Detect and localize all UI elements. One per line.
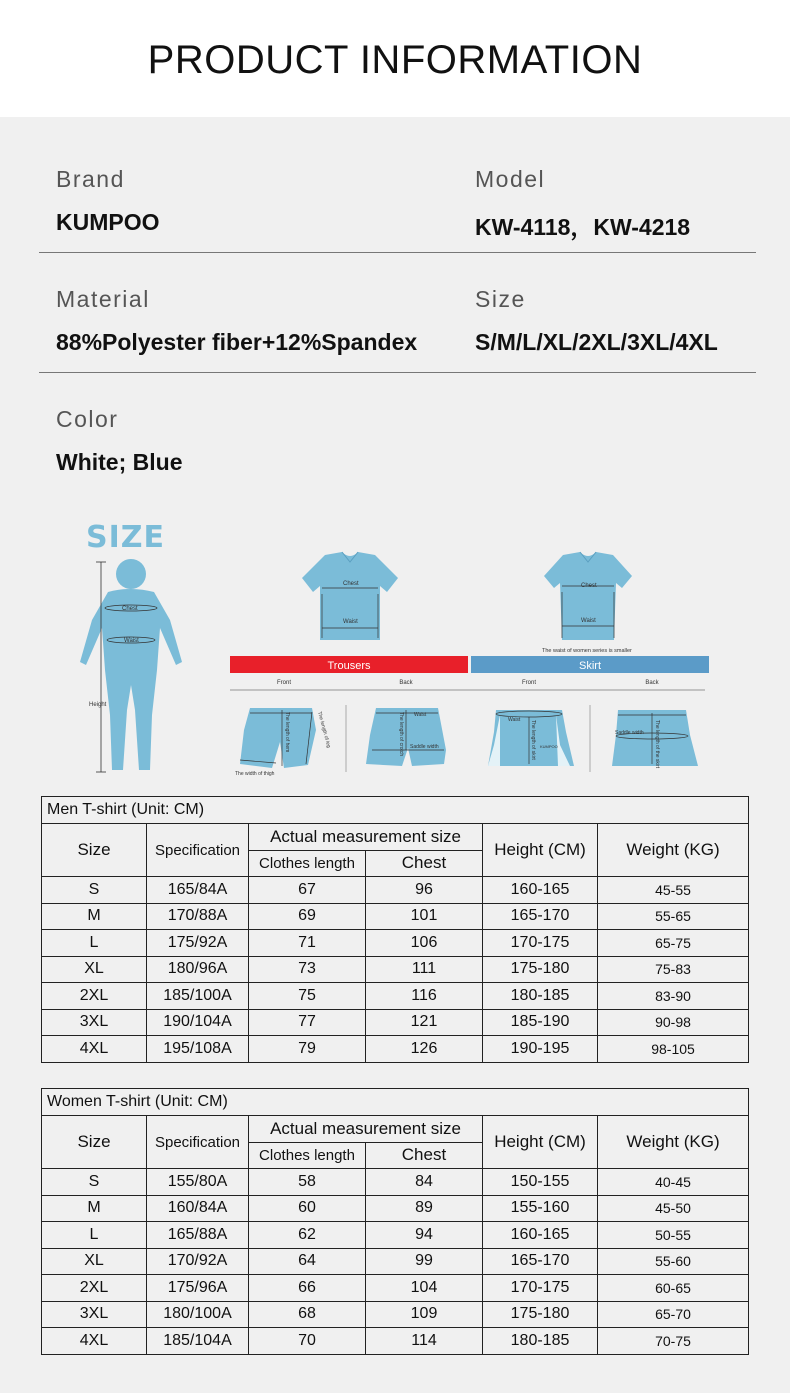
spec-cell: 165/88A: [147, 1222, 249, 1249]
spec-cell: 180/100A: [147, 1301, 249, 1328]
chest-cell: 121: [366, 1009, 483, 1036]
body-waist-label: Waist: [124, 638, 139, 644]
skirt-length-label: The length of skirt: [530, 720, 536, 760]
spec-row-material-size: [39, 286, 756, 373]
size-value: S/M/L/XL/2XL/3XL/4XL: [475, 329, 718, 355]
length-cell: 62: [249, 1222, 366, 1249]
trousers-width-of-thigh-label: The width of thigh: [235, 771, 275, 777]
women-table-title-row: [42, 1089, 749, 1116]
chest-cell: 94: [366, 1222, 483, 1249]
men-table-title-row: [42, 797, 749, 824]
chest-cell: 109: [366, 1301, 483, 1328]
size-cell: XL: [42, 956, 147, 983]
page-header: [0, 0, 790, 117]
table-row: [42, 930, 749, 957]
skirt-back-length-label: The length of the skirt: [654, 720, 660, 769]
height-cell: 190-195: [483, 1036, 598, 1063]
table-row: [42, 1009, 749, 1036]
length-cell: 77: [249, 1009, 366, 1036]
women-note: The waist of women series is smaller: [542, 648, 632, 654]
size-cell: XL: [42, 1248, 147, 1275]
spec-size: [475, 286, 718, 356]
height-cell: 165-170: [483, 1248, 598, 1275]
weight-cell: 65-70: [598, 1301, 749, 1328]
size-cell: 4XL: [42, 1036, 147, 1063]
height-cell: 170-175: [483, 1275, 598, 1302]
length-cell: 73: [249, 956, 366, 983]
spec-material: [56, 286, 417, 356]
size-guide-figure: [0, 510, 790, 790]
color-label: Color: [56, 406, 119, 432]
women-table-header-row: [42, 1116, 749, 1143]
women-shirt-icon: [542, 552, 632, 654]
size-cell: 2XL: [42, 1275, 147, 1302]
men-header-specification: Specification: [147, 824, 249, 877]
men-size-table: [41, 796, 749, 1063]
weight-cell: 65-75: [598, 930, 749, 957]
women-header-actual: Actual measurement size: [249, 1116, 483, 1143]
trousers-front-icon: [235, 708, 332, 777]
men-table-title: Men T-shirt (Unit: CM): [42, 797, 749, 824]
skirt-back-icon: [612, 710, 698, 769]
spec-cell: 170/88A: [147, 903, 249, 930]
length-cell: 58: [249, 1169, 366, 1196]
length-cell: 70: [249, 1328, 366, 1355]
spec-color: [56, 406, 183, 476]
men-shirt-waist-label: Waist: [343, 619, 358, 625]
table-row: [42, 956, 749, 983]
table-row: [42, 1169, 749, 1196]
size-label: Size: [475, 286, 526, 312]
size-cell: 3XL: [42, 1301, 147, 1328]
chest-cell: 99: [366, 1248, 483, 1275]
chest-cell: 111: [366, 956, 483, 983]
table-row: [42, 1222, 749, 1249]
chest-cell: 106: [366, 930, 483, 957]
height-cell: 155-160: [483, 1195, 598, 1222]
men-header-size: Size: [42, 824, 147, 877]
size-cell: S: [42, 877, 147, 904]
length-cell: 60: [249, 1195, 366, 1222]
chest-cell: 116: [366, 983, 483, 1010]
trousers-back-icon: [366, 708, 446, 766]
men-shirt-chest-label: Chest: [343, 581, 359, 587]
weight-cell: 40-45: [598, 1169, 749, 1196]
men-header-clothes-length: Clothes length: [249, 850, 366, 877]
spec-cell: 160/84A: [147, 1195, 249, 1222]
length-cell: 68: [249, 1301, 366, 1328]
trousers-label: Trousers: [327, 660, 371, 672]
men-header-chest: Chest: [366, 850, 483, 877]
height-cell: 160-165: [483, 1222, 598, 1249]
material-value: 88%Polyester fiber+12%Spandex: [56, 329, 418, 355]
skirt-waist-label: Waist: [508, 717, 521, 723]
body-height-label: Height: [89, 702, 107, 708]
weight-cell: 83-90: [598, 983, 749, 1010]
body-figure-icon: [80, 559, 182, 770]
chest-cell: 114: [366, 1328, 483, 1355]
men-table-header-row: [42, 824, 749, 851]
color-value: White; Blue: [56, 449, 183, 475]
chest-cell: 89: [366, 1195, 483, 1222]
weight-cell: 45-50: [598, 1195, 749, 1222]
height-cell: 165-170: [483, 903, 598, 930]
table-row: [42, 903, 749, 930]
trousers-back-label: Back: [399, 680, 413, 686]
spec-cell: 185/100A: [147, 983, 249, 1010]
trousers-saddle-width-label: Saddle width: [410, 744, 439, 750]
size-cell: 3XL: [42, 1009, 147, 1036]
spec-cell: 175/92A: [147, 930, 249, 957]
women-header-specification: Specification: [147, 1116, 249, 1169]
length-cell: 75: [249, 983, 366, 1010]
length-cell: 66: [249, 1275, 366, 1302]
weight-cell: 90-98: [598, 1009, 749, 1036]
height-cell: 180-185: [483, 983, 598, 1010]
size-cell: M: [42, 1195, 147, 1222]
size-cell: 2XL: [42, 983, 147, 1010]
height-cell: 170-175: [483, 930, 598, 957]
page-title: PRODUCT INFORMATION: [147, 38, 643, 82]
material-label: Material: [56, 286, 150, 312]
women-table-title: Women T-shirt (Unit: CM): [42, 1089, 749, 1116]
trousers-hem-length-label: The length of hem: [284, 712, 290, 753]
table-row: [42, 1036, 749, 1063]
spec-row-brand-model: [39, 166, 756, 253]
length-cell: 64: [249, 1248, 366, 1275]
table-row: [42, 1195, 749, 1222]
table-row: [42, 1328, 749, 1355]
table-row: [42, 1301, 749, 1328]
weight-cell: 55-65: [598, 903, 749, 930]
spec-row-color: [39, 406, 756, 486]
table-row: [42, 983, 749, 1010]
spec-cell: 180/96A: [147, 956, 249, 983]
spec-cell: 165/84A: [147, 877, 249, 904]
skirt-front-label: Front: [521, 680, 537, 686]
chest-cell: 104: [366, 1275, 483, 1302]
men-header-height: Height (CM): [483, 824, 598, 877]
spec-cell: 195/108A: [147, 1036, 249, 1063]
height-cell: 150-155: [483, 1169, 598, 1196]
size-cell: L: [42, 930, 147, 957]
spec-cell: 155/80A: [147, 1169, 249, 1196]
women-shirt-waist-label: Waist: [581, 618, 596, 624]
chest-cell: 126: [366, 1036, 483, 1063]
weight-cell: 55-60: [598, 1248, 749, 1275]
men-header-actual: Actual measurement size: [249, 824, 483, 851]
women-header-weight: Weight (KG): [598, 1116, 749, 1169]
table-row: [42, 1248, 749, 1275]
chest-cell: 101: [366, 903, 483, 930]
weight-cell: 50-55: [598, 1222, 749, 1249]
chest-cell: 96: [366, 877, 483, 904]
skirt-front-icon: [488, 710, 574, 766]
women-header-size: Size: [42, 1116, 147, 1169]
trousers-front-label: Front: [276, 680, 292, 686]
chest-cell: 84: [366, 1169, 483, 1196]
size-cell: S: [42, 1169, 147, 1196]
spec-model: [475, 166, 690, 242]
height-cell: 175-180: [483, 956, 598, 983]
skirt-label: Skirt: [579, 660, 601, 672]
spec-cell: 185/104A: [147, 1328, 249, 1355]
trousers-length-of-leg-label: The length of leg: [316, 710, 332, 749]
length-cell: 67: [249, 877, 366, 904]
size-heading: SIZE: [86, 520, 166, 555]
skirt-back-label: Back: [645, 680, 659, 686]
length-cell: 79: [249, 1036, 366, 1063]
men-header-weight: Weight (KG): [598, 824, 749, 877]
body-chest-label: Chest: [122, 606, 138, 612]
model-value: KW-4118，KW-4218: [475, 214, 691, 240]
women-size-table: [41, 1088, 749, 1355]
trousers-waist-label: Waist: [414, 712, 427, 718]
spec-cell: 175/96A: [147, 1275, 249, 1302]
brand-value: KUMPOO: [56, 209, 160, 235]
size-cell: 4XL: [42, 1328, 147, 1355]
women-header-height: Height (CM): [483, 1116, 598, 1169]
skirt-saddle-width-label: Saddle width: [615, 730, 644, 736]
women-shirt-chest-label: Chest: [581, 583, 597, 589]
weight-cell: 70-75: [598, 1328, 749, 1355]
women-header-clothes-length: Clothes length: [249, 1142, 366, 1169]
weight-cell: 45-55: [598, 877, 749, 904]
table-row: [42, 877, 749, 904]
size-diagram: [0, 510, 790, 790]
height-cell: 175-180: [483, 1301, 598, 1328]
trousers-length-of-crotch-label: The length of crotch: [398, 712, 404, 757]
height-cell: 180-185: [483, 1328, 598, 1355]
brand-label: Brand: [56, 166, 125, 192]
model-label: Model: [475, 166, 546, 192]
height-cell: 160-165: [483, 877, 598, 904]
spec-cell: 190/104A: [147, 1009, 249, 1036]
length-cell: 71: [249, 930, 366, 957]
weight-cell: 60-65: [598, 1275, 749, 1302]
skirt-brand-mark: KUMPOO: [540, 744, 558, 749]
size-cell: L: [42, 1222, 147, 1249]
spec-brand: [56, 166, 160, 236]
length-cell: 69: [249, 903, 366, 930]
women-header-chest: Chest: [366, 1142, 483, 1169]
men-shirt-icon: [302, 552, 398, 640]
height-cell: 185-190: [483, 1009, 598, 1036]
weight-cell: 75-83: [598, 956, 749, 983]
weight-cell: 98-105: [598, 1036, 749, 1063]
size-cell: M: [42, 903, 147, 930]
table-row: [42, 1275, 749, 1302]
spec-cell: 170/92A: [147, 1248, 249, 1275]
